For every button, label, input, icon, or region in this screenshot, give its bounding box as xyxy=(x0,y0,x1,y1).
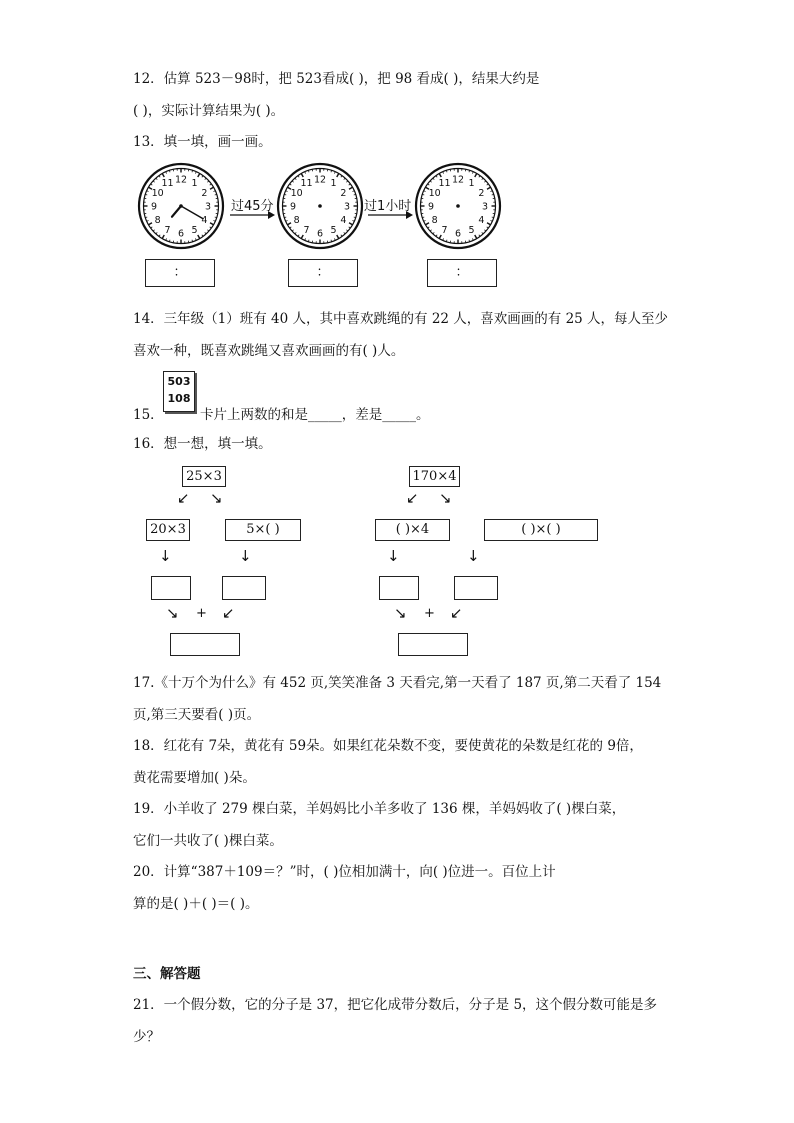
clock-number: 11 xyxy=(161,178,174,190)
clock-center xyxy=(456,204,460,208)
right-answer-box-a[interactable] xyxy=(379,576,419,600)
step1-label: 过45分 xyxy=(231,199,274,214)
time-box-2[interactable] xyxy=(288,259,358,287)
q14-line2: 喜欢一种，既喜欢跳绳又喜欢画画的有( )人。 xyxy=(133,343,405,359)
card-top-number: 503 xyxy=(167,375,191,388)
q18-line1: 18．红花有 7朵，黄花有 59朵。如果红花朵数不变，要使黄花的朵数是红花的 9倍， xyxy=(133,738,643,754)
clock-number: 12 xyxy=(313,174,327,186)
left-plus: + xyxy=(196,606,207,621)
section-heading: 三、解答题 xyxy=(133,966,201,982)
right-top-expr: 170×4 xyxy=(409,466,460,487)
clock-number: 11 xyxy=(438,178,451,190)
clock-number: 6 xyxy=(316,228,324,240)
clock-number: 2 xyxy=(201,188,208,199)
q13-title: 13．填一填，画一画。 xyxy=(133,134,272,150)
left-result-box[interactable] xyxy=(170,633,240,656)
right-plus: + xyxy=(424,606,435,621)
clock-number: 1 xyxy=(191,178,198,190)
right-expr-a[interactable]: ( )×4 xyxy=(375,519,450,541)
left-merge-se-arrow: ↘ xyxy=(166,604,179,622)
clock-number: 3 xyxy=(481,201,489,213)
q19-line2: 它们一共收了( )棵白菜。 xyxy=(133,833,283,849)
clock-number: 6 xyxy=(454,228,462,240)
clock-3 xyxy=(414,162,502,250)
clock-number: 7 xyxy=(303,224,310,236)
right-down-arrow-b: ↓ xyxy=(467,547,480,565)
clock-number: 1 xyxy=(330,178,337,190)
clock-number: 9 xyxy=(289,201,297,213)
left-top-expr: 25×3 xyxy=(182,466,226,487)
clock-number: 4 xyxy=(340,215,347,226)
left-split-se-arrow: ↘ xyxy=(210,489,223,507)
time-colon: ： xyxy=(455,265,469,280)
right-merge-se-arrow: ↘ xyxy=(394,604,407,622)
clock-number: 10 xyxy=(428,188,441,199)
left-down-arrow-a: ↓ xyxy=(159,547,172,565)
number-card xyxy=(163,371,195,412)
left-answer-box-a[interactable] xyxy=(151,576,191,600)
clock-number: 1 xyxy=(468,178,475,190)
clock-number: 3 xyxy=(343,201,351,213)
clock-number: 8 xyxy=(293,215,300,226)
clock-number: 12 xyxy=(451,174,465,186)
clock-number: 8 xyxy=(154,215,161,226)
clock-number: 12 xyxy=(174,174,188,186)
q14-line1: 14．三年级（1）班有 40 人，其中喜欢跳绳的有 22 人，喜欢画画的有 25 人，每人至少 xyxy=(133,311,669,327)
q16-title: 16．想一想，填一填。 xyxy=(133,436,272,452)
left-answer-box-b[interactable] xyxy=(222,576,266,600)
clock-number: 4 xyxy=(478,215,485,226)
clock-number: 8 xyxy=(431,215,438,226)
step2-arrow xyxy=(366,210,414,220)
q21-line2: 少？ xyxy=(133,1029,160,1045)
time-colon: ： xyxy=(173,265,187,280)
left-split-sw-arrow: ↙ xyxy=(177,489,190,507)
right-split-se-arrow: ↘ xyxy=(439,489,452,507)
time-box-3[interactable] xyxy=(427,259,497,287)
q18-line2: 黄花需要增加( )朵。 xyxy=(133,770,256,786)
clock-number: 5 xyxy=(330,224,337,236)
right-result-box[interactable] xyxy=(398,633,468,656)
left-down-arrow-b: ↓ xyxy=(239,547,252,565)
card-bottom-number: 108 xyxy=(167,392,191,405)
q20-line1: 20．计算“387＋109＝？”时，( )位相加满十，向( )位进一。百位上计 xyxy=(133,864,556,880)
clock-number: 11 xyxy=(300,178,313,190)
clock-number: 5 xyxy=(191,224,198,236)
q19-line1: 19．小羊收了 279 棵白菜，羊妈妈比小羊多收了 136 棵，羊妈妈收了( )棵白菜， xyxy=(133,801,626,817)
right-merge-sw-arrow: ↙ xyxy=(450,604,463,622)
left-expr-a: 20×3 xyxy=(146,519,190,541)
clock-number: 10 xyxy=(290,188,303,199)
clock-center xyxy=(318,204,322,208)
q12-line1: 12．估算 523－98时，把 523看成( )，把 98 看成( )，结果大约是 xyxy=(133,71,540,87)
right-down-arrow-a: ↓ xyxy=(387,547,400,565)
q17-line1: 17.《十万个为什么》有 452 页,笑笑准备 3 天看完,第一天看了 187 页,第二天看了 154 xyxy=(133,675,662,691)
time-colon: ： xyxy=(316,265,330,280)
right-split-sw-arrow: ↙ xyxy=(406,489,419,507)
time-box-1[interactable] xyxy=(145,259,215,287)
q21-line1: 21．一个假分数，它的分子是 37，把它化成带分数后，分子是 5，这个假分数可能是多 xyxy=(133,997,658,1013)
clock-2 xyxy=(276,162,364,250)
clock-number: 2 xyxy=(478,188,485,199)
left-merge-sw-arrow: ↙ xyxy=(222,604,235,622)
right-answer-box-b[interactable] xyxy=(454,576,498,600)
clock-number: 9 xyxy=(150,201,158,213)
step1-arrow xyxy=(228,210,276,220)
q17-line2: 页,第三天要看( )页。 xyxy=(133,707,261,723)
q15-number: 15． xyxy=(133,407,164,423)
clock-number: 9 xyxy=(427,201,435,213)
clock-number: 7 xyxy=(441,224,448,236)
clock-number: 2 xyxy=(340,188,347,199)
q12-line2: ( )，实际计算结果为( )。 xyxy=(133,103,285,119)
q20-line2: 算的是( )＋( )＝( )。 xyxy=(133,896,259,912)
clock-1 xyxy=(137,162,225,250)
clock-number: 3 xyxy=(204,201,212,213)
right-expr-b[interactable]: ( )×( ) xyxy=(484,519,598,541)
clock-number: 7 xyxy=(164,224,171,236)
step2-label: 过1小时 xyxy=(364,199,412,214)
clock-number: 4 xyxy=(201,215,208,226)
clock-number: 10 xyxy=(151,188,164,199)
q15-text: 卡片上两数的和是_____，差是_____。 xyxy=(200,407,430,423)
left-expr-b[interactable]: 5×( ) xyxy=(225,519,301,541)
clock-number: 6 xyxy=(177,228,185,240)
clock-number: 5 xyxy=(468,224,475,236)
